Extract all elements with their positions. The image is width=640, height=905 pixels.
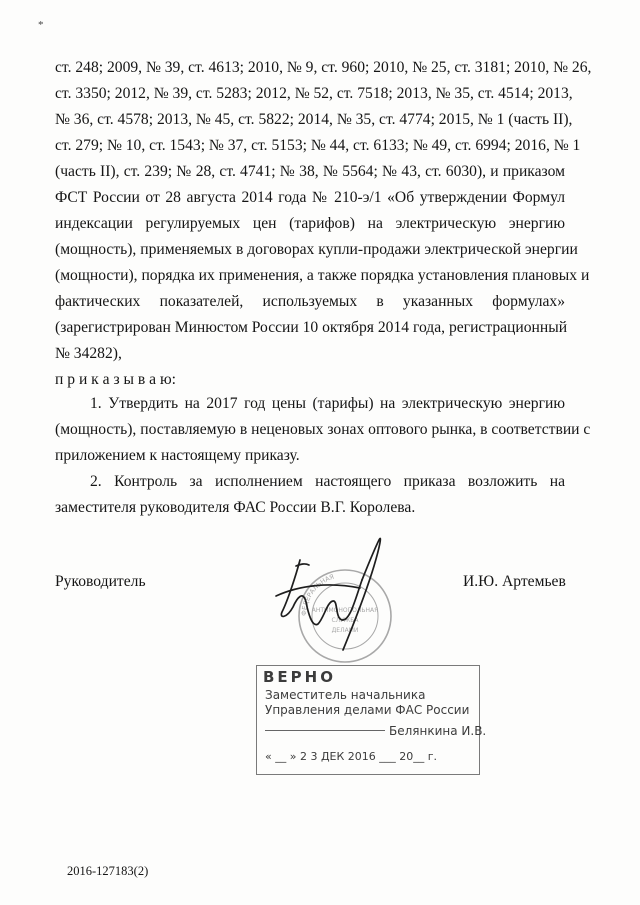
body-line: (часть II), ст. 239; № 28, ст. 4741; № 38, № 5564; № 43, ст. 6030), и приказом	[55, 163, 565, 180]
body-line: ст. 248; 2009, № 39, ст. 4613; 2010, № 9, ст. 960; 2010, № 25, ст. 3181; 2010, № 26,	[55, 59, 592, 76]
round-seal	[299, 570, 391, 662]
body-line: № 34282),	[55, 345, 122, 362]
document-number: 2016-127183(2)	[67, 864, 149, 878]
verno-stamp	[256, 665, 487, 775]
seal-center-text: ДЕЛАМИ	[331, 627, 359, 634]
body-line: ФСТ России от 28 августа 2014 года № 210-э/1 «Об утверждении Формул	[55, 189, 565, 206]
item-2-line: заместителя руководителя ФАС России В.Г. Королева.	[55, 499, 416, 516]
handwritten-signature	[276, 538, 380, 650]
corner-mark: *	[38, 19, 44, 31]
order-word: п р и к а з ы в а ю:	[55, 371, 176, 388]
stamp-title: ВЕРНО	[263, 668, 336, 686]
item-1-line: (мощность), поставляемую в неценовых зонах оптового рынка, в соответствии с	[55, 421, 591, 438]
stamp-signer: Белянкина И.В.	[389, 724, 487, 738]
seal-center-text: АНТИМОНОПОЛЬНАЯ	[311, 607, 379, 614]
body-line: (мощность), применяемых в договорах купли-продажи электрической энергии	[55, 241, 578, 258]
body-line: (зарегистрирован Минюстом России 10 октября 2014 года, регистрационный	[55, 319, 568, 336]
stamp-line: Заместитель начальника	[265, 688, 426, 702]
body-line: ст. 279; № 10, ст. 1543; № 37, ст. 5153; № 44, ст. 6133; № 49, ст. 6994; 2016, № 1	[55, 137, 581, 154]
signer-name: И.Ю. Артемьев	[463, 573, 566, 590]
item-2-line: 2. Контроль за исполнением настоящего приказа возложить на	[90, 473, 565, 490]
stamp-date: « __ » 2 3 ДЕК 2016 ___ 20__ г.	[265, 750, 438, 763]
item-1-line: приложением к настоящему приказу.	[55, 447, 300, 464]
seal-ring-text: ФЕДЕРАЛЬНАЯ	[299, 572, 336, 617]
body-line: фактических показателей, используемых в указанных формулах»	[55, 293, 565, 310]
seal-center-text: СЛУЖБА	[331, 617, 359, 624]
body-line: № 36, ст. 4578; 2013, № 45, ст. 5822; 2014, № 35, ст. 4774; 2015, № 1 (часть II),	[55, 111, 573, 128]
stamp-signature-rule	[265, 730, 385, 731]
signer-position: Руководитель	[55, 573, 146, 590]
stamp-line: Управления делами ФАС России	[265, 703, 470, 717]
body-line: индексации регулируемых цен (тарифов) на электрическую энергию	[55, 215, 565, 232]
body-line: (мощности), порядка их применения, а также порядка установления плановых и	[55, 267, 590, 284]
body-line: ст. 3350; 2012, № 39, ст. 5283; 2012, № 52, ст. 7518; 2013, № 35, ст. 4514; 2013,	[55, 85, 573, 102]
item-1-line: 1. Утвердить на 2017 год цены (тарифы) на электрическую энергию	[90, 395, 565, 412]
